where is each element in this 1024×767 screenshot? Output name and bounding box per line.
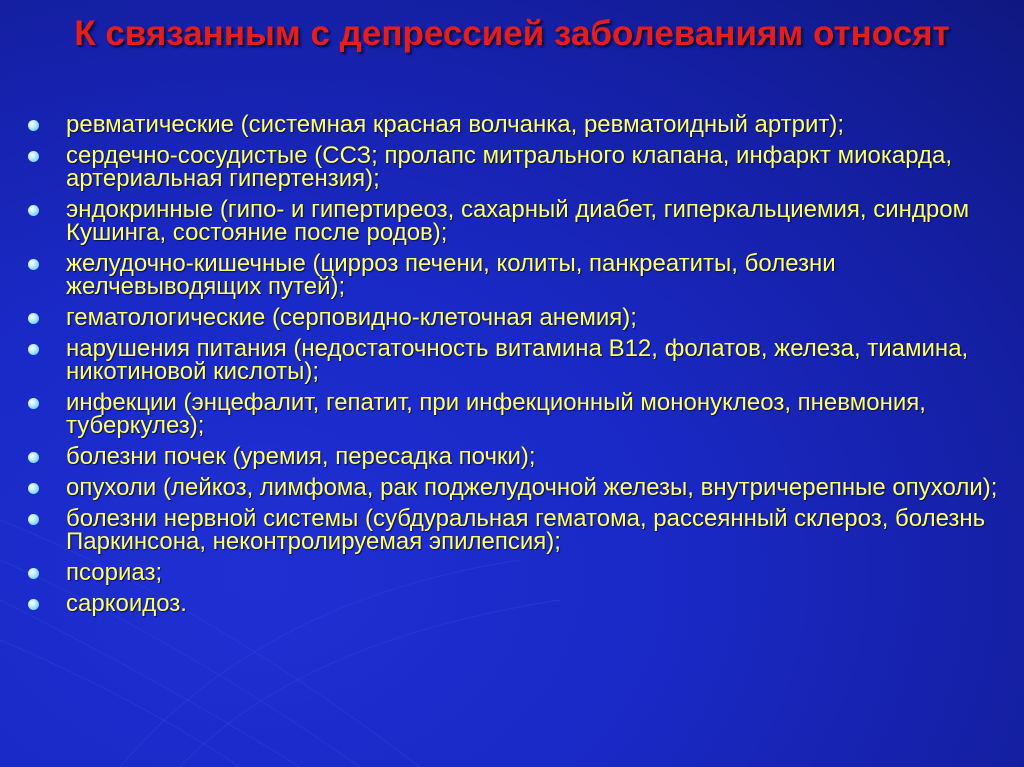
bullet-text: болезни нервной системы (субдуральная гематома, рассеянный склероз, болезнь Паркинсона, неконтролируемая эпилепсия); bbox=[66, 505, 986, 555]
bullet-item bbox=[24, 445, 1009, 468]
bullet-item bbox=[24, 391, 1009, 437]
bullet-dot-icon bbox=[28, 568, 39, 579]
bullet-list bbox=[24, 113, 1009, 623]
bullet-dot-icon bbox=[28, 259, 39, 270]
bullet-item bbox=[24, 337, 1009, 383]
bullet-item bbox=[24, 561, 1009, 584]
bullet-item bbox=[24, 252, 1009, 298]
bullet-dot-icon bbox=[28, 398, 39, 409]
bullet-dot-icon bbox=[28, 452, 39, 463]
bullet-item bbox=[24, 144, 1009, 190]
bullet-dot-icon bbox=[28, 514, 39, 525]
bullet-text: инфекции (энцефалит, гепатит, при инфекционный мононуклеоз, пневмония, туберкулез); bbox=[66, 389, 926, 439]
bullet-item bbox=[24, 592, 1009, 615]
bullet-item bbox=[24, 113, 1009, 136]
bullet-dot-icon bbox=[28, 120, 39, 131]
slide-title: К связанным с депрессией заболеваниям относят bbox=[74, 14, 950, 53]
bullet-text: эндокринные (гипо- и гипертиреоз, сахарный диабет, гиперкальциемия, синдром Кушинга, состояние после родов); bbox=[66, 196, 970, 246]
bullet-dot-icon bbox=[28, 205, 39, 216]
bullet-item bbox=[24, 476, 1009, 499]
bullet-text: нарушения питания (недостаточность витамина В12, фолатов, железа, тиамина, никотиновой кислоты); bbox=[66, 335, 969, 385]
bullet-text: саркоидоз. bbox=[66, 590, 187, 617]
bullet-text: желудочно-кишечные (цирроз печени, колиты, панкреатиты, болезни желчевыводящих путей); bbox=[66, 250, 836, 300]
bullet-text: сердечно-сосудистые (ССЗ; пролапс митрального клапана, инфаркт миокарда, артериальная гипертензия); bbox=[66, 142, 953, 192]
bullet-dot-icon bbox=[28, 344, 39, 355]
bullet-dot-icon bbox=[28, 599, 39, 610]
bullet-text: опухоли (лейкоз, лимфома, рак поджелудочной железы, внутричерепные опухоли); bbox=[66, 474, 998, 501]
bullet-text: гематологические (серповидно-клеточная анемия); bbox=[66, 304, 637, 331]
bullet-item bbox=[24, 507, 1009, 553]
bullet-dot-icon bbox=[28, 313, 39, 324]
bullet-text: болезни почек (уремия, пересадка почки); bbox=[66, 443, 536, 470]
bullet-dot-icon bbox=[28, 151, 39, 162]
bullet-dot-icon bbox=[28, 483, 39, 494]
bullet-text: псориаз; bbox=[66, 559, 163, 586]
bullet-item bbox=[24, 198, 1009, 244]
bullet-text: ревматические (системная красная волчанка, ревматоидный артрит); bbox=[66, 111, 845, 138]
bullet-item bbox=[24, 306, 1009, 329]
